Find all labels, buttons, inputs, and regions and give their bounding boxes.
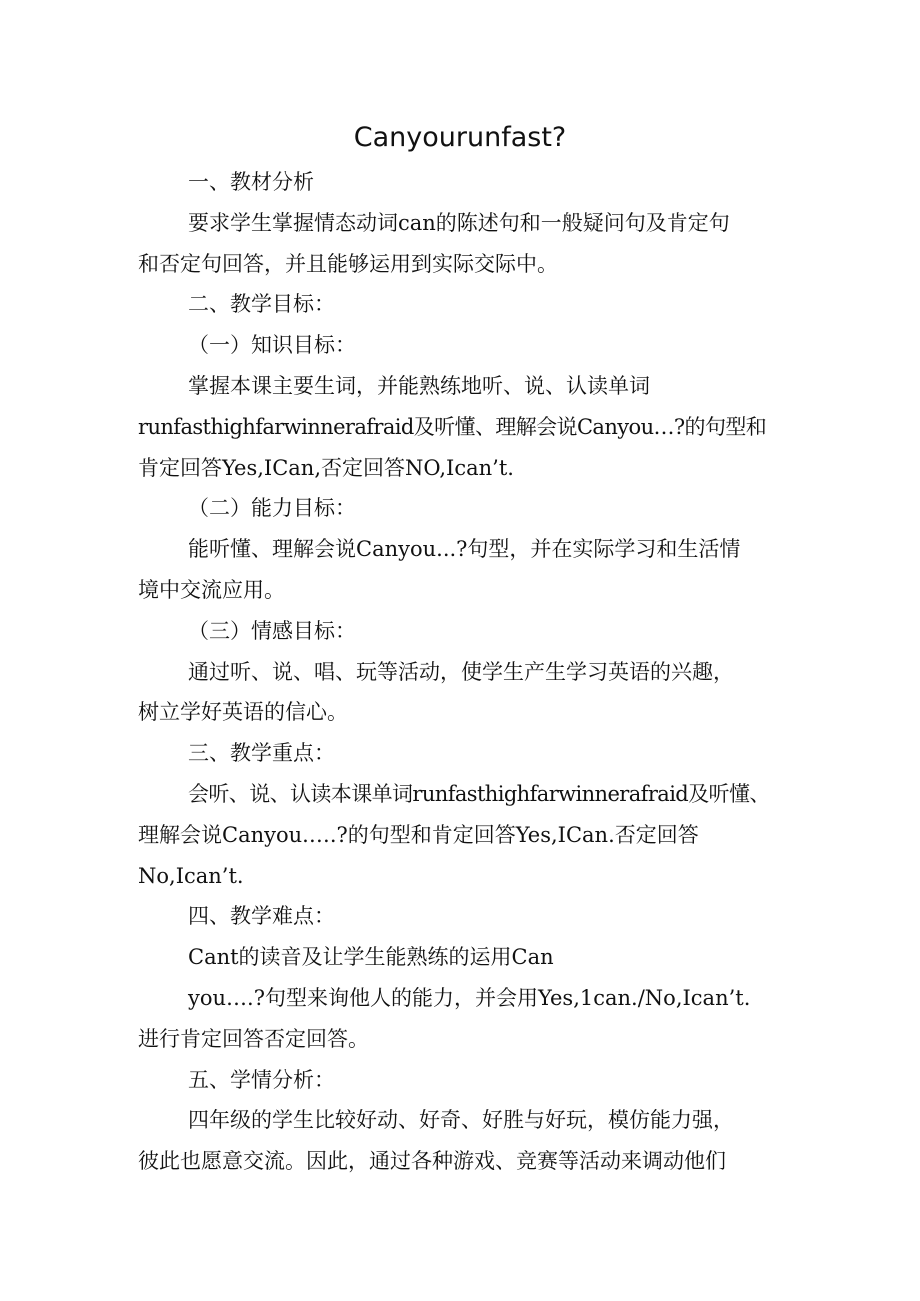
document-body bbox=[138, 162, 788, 1182]
paragraph-line: 通过听、说、唱、玩等活动，使学生产生学习英语的兴趣， bbox=[188, 659, 734, 684]
subsection-heading-knowledge: （一）知识目标： bbox=[188, 333, 356, 358]
paragraph-line: 理解会说Canyou.….?的句型和肯定回答Yes,ICan.否定回答 bbox=[138, 822, 699, 847]
section-heading-difficulties: 四、教学难点： bbox=[188, 904, 335, 929]
paragraph-line: you….?句型来询他人的能力，并会用Yes,1can./No,Ican’t. bbox=[188, 985, 751, 1010]
paragraph-line: 进行肯定回答否定回答。 bbox=[138, 1026, 369, 1051]
section-heading-key-points: 三、教学重点： bbox=[188, 741, 335, 766]
paragraph-line: 能听懂、理解会说Canyou...?句型，并在实际学习和生活情 bbox=[188, 537, 741, 562]
paragraph-line: 会听、说、认读本课单词runfasthighfarwinnerafraid及听懂、 bbox=[188, 781, 770, 806]
paragraph-line: Cant的读音及让学生能熟练的运用Can bbox=[188, 945, 554, 970]
paragraph-line: 四年级的学生比较好动、好奇、好胜与好玩，模仿能力强， bbox=[188, 1108, 734, 1133]
section-heading-teaching-goals: 二、教学目标： bbox=[188, 292, 335, 317]
subsection-heading-emotion: （三）情感目标： bbox=[188, 618, 356, 643]
paragraph-line: 树立学好英语的信心。 bbox=[138, 700, 348, 725]
subsection-heading-ability: （二）能力目标： bbox=[188, 496, 356, 521]
paragraph-line: 彼此也愿意交流。因此，通过各种游戏、竞赛等活动来调动他们 bbox=[138, 1149, 726, 1174]
paragraph-line: 要求学生掌握情态动词can的陈述句和一般疑问句及肯定句 bbox=[188, 210, 730, 235]
paragraph-line: runfasthighfarwinnerafraid及听懂、理解会说Canyou…?的句型和 bbox=[138, 414, 767, 439]
paragraph-line: No,Ican’t. bbox=[138, 863, 244, 888]
document-title: Canyourunfast? bbox=[353, 122, 567, 153]
paragraph-line: 肯定回答Yes,ICan,否定回答NO,Ican’t. bbox=[138, 455, 514, 480]
paragraph-line: 和否定句回答，并且能够运用到实际交际中。 bbox=[138, 251, 558, 276]
paragraph-line: 掌握本课主要生词，并能熟练地听、说、认读单词 bbox=[188, 373, 650, 398]
section-heading-student-analysis: 五、学情分析： bbox=[188, 1067, 335, 1092]
paragraph-line: 境中交流应用。 bbox=[138, 577, 285, 602]
section-heading-textbook-analysis: 一、教材分析 bbox=[188, 170, 314, 194]
